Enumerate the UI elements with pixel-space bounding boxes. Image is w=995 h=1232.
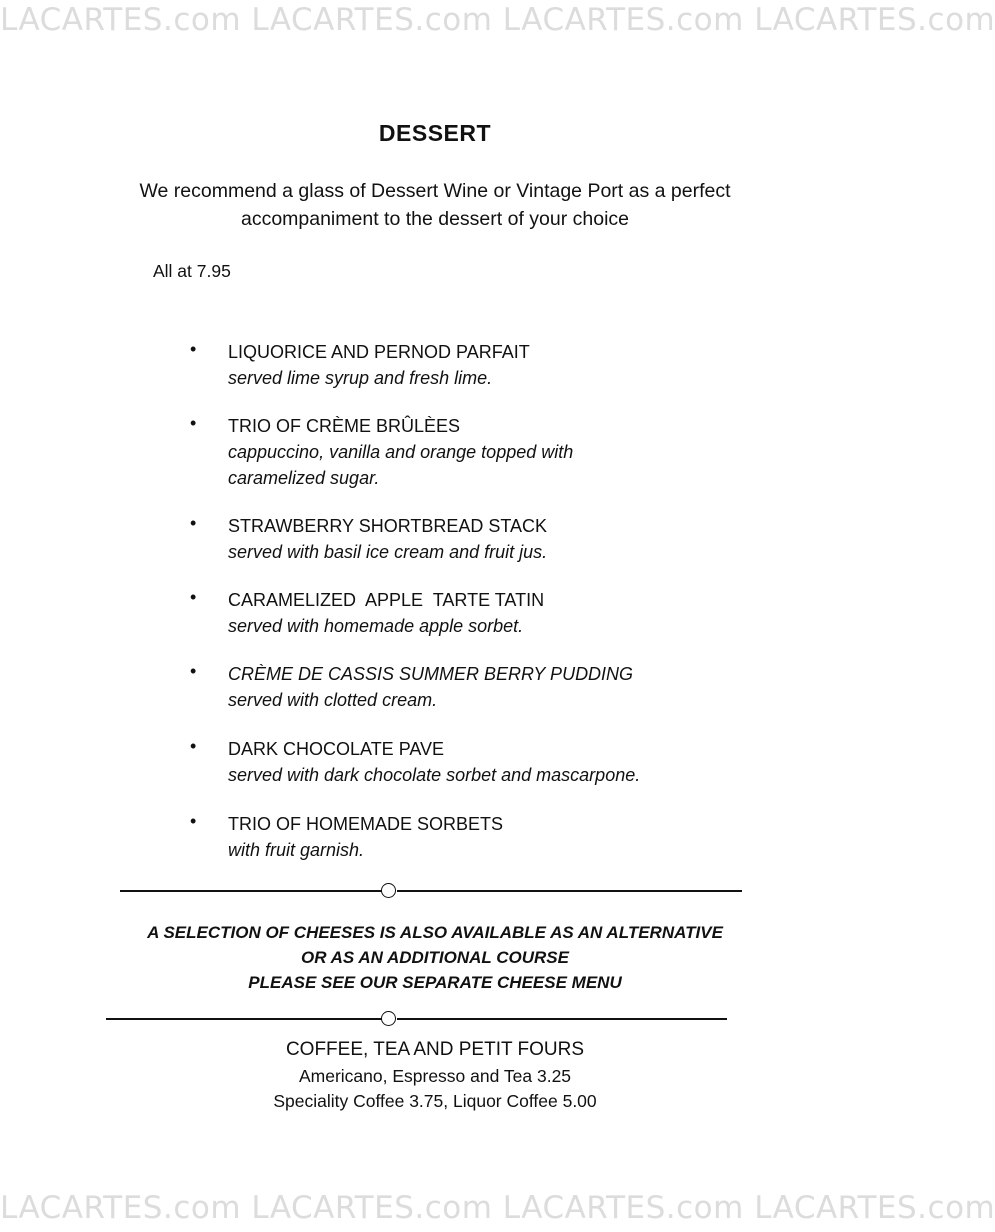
item-description: cappuccino, vanilla and orange topped with caramelized sugar. <box>228 442 574 488</box>
bullet-icon: • <box>190 339 197 359</box>
item-name: TRIO OF HOMEMADE SORBETS <box>228 814 504 834</box>
divider-circle-icon <box>381 883 396 898</box>
bullet-icon: • <box>190 413 197 433</box>
bullet-icon: • <box>190 587 197 607</box>
item-name: DARK CHOCOLATE PAVE <box>228 739 445 759</box>
item-name: CARAMELIZED APPLE TARTE TATIN <box>228 590 545 610</box>
coffee-line: Americano, Espresso and Tea 3.25 <box>298 1066 572 1086</box>
divider-top <box>120 881 742 901</box>
page-title: DESSERT <box>378 120 492 146</box>
divider-circle-icon <box>381 1011 396 1026</box>
bullet-icon: • <box>190 736 197 756</box>
item-description: served with homemade apple sorbet. <box>228 616 524 636</box>
price-note: All at 7.95 <box>153 261 231 281</box>
notice-line: PLEASE SEE OUR SEPARATE CHEESE MENU <box>248 973 622 992</box>
watermark-bottom: LACARTES.com LACARTES.com LACARTES.com LACARTES.com <box>0 1190 995 1226</box>
item-description: served lime syrup and fresh lime. <box>228 368 493 388</box>
coffee-title: COFFEE, TEA AND PETIT FOURS <box>285 1039 585 1060</box>
intro-text: We recommend a glass of Dessert Wine or Vintage Port as a perfect accompaniment to the dessert of your choice <box>139 180 731 230</box>
item-name: CRÈME DE CASSIS SUMMER BERRY PUDDING <box>228 664 634 684</box>
item-description: served with dark chocolate sorbet and mascarpone. <box>228 765 641 785</box>
divider-bottom <box>106 1009 727 1029</box>
bullet-icon: • <box>190 513 197 533</box>
coffee-line: Speciality Coffee 3.75, Liquor Coffee 5.00 <box>273 1091 597 1111</box>
item-name: LIQUORICE AND PERNOD PARFAIT <box>228 342 530 362</box>
bullet-icon: • <box>190 661 197 681</box>
notice-line: A SELECTION OF CHEESES IS ALSO AVAILABLE AS AN ALTERNATIVE <box>147 923 723 942</box>
coffee-section <box>0 1036 870 1114</box>
cheese-notice <box>0 920 870 995</box>
bullet-icon: • <box>190 811 197 831</box>
item-description: served with clotted cream. <box>228 690 438 710</box>
item-description: with fruit garnish. <box>228 840 365 860</box>
notice-line: OR AS AN ADDITIONAL COURSE <box>301 948 569 967</box>
item-description: served with basil ice cream and fruit jus. <box>228 542 548 562</box>
item-name: STRAWBERRY SHORTBREAD STACK <box>228 516 548 536</box>
watermark-top: LACARTES.com LACARTES.com LACARTES.com LACARTES.com <box>0 2 995 38</box>
item-name: TRIO OF CRÈME BRÛLÈES <box>228 416 461 436</box>
